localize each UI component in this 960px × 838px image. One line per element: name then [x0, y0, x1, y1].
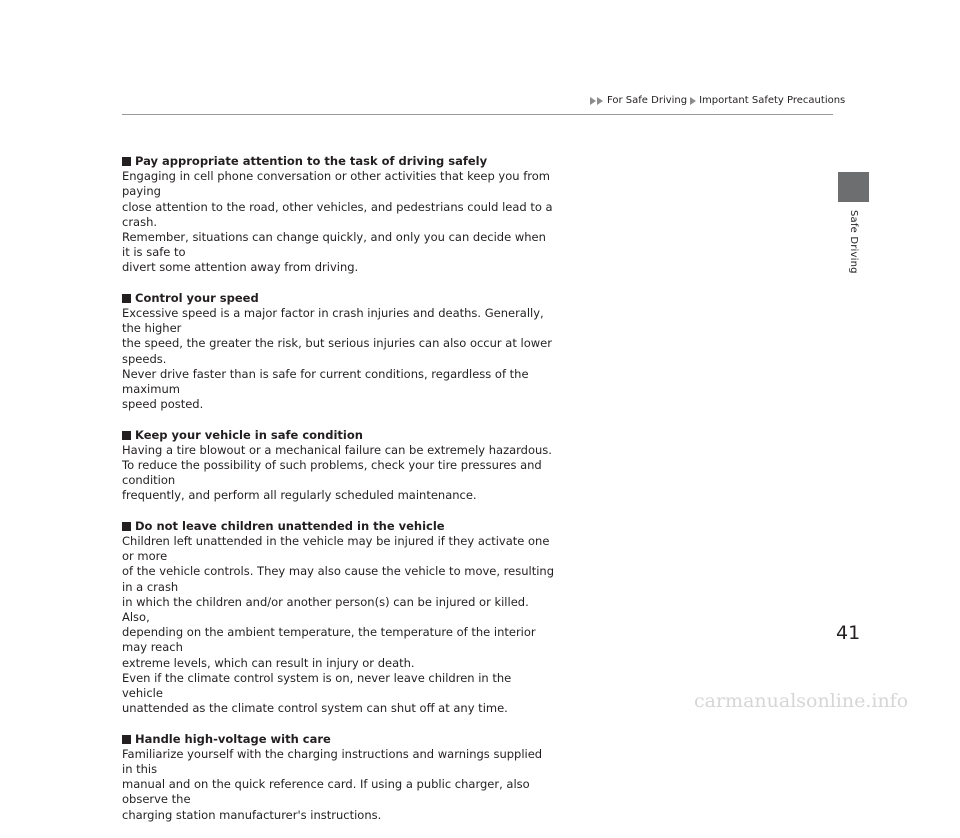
body-line: Having a tire blowout or a mechanical failure can be extremely hazardous. — [122, 442, 552, 457]
section-body — [122, 747, 554, 823]
section-heading-text: Handle high-voltage with care — [135, 731, 331, 746]
page-number: 41 — [836, 622, 861, 644]
section-body — [122, 306, 554, 412]
section-high-voltage — [122, 732, 554, 823]
section-heading-text: Control your speed — [135, 290, 259, 305]
watermark: carmanualsonline.info — [694, 690, 909, 712]
bullet-square-icon — [122, 157, 131, 166]
section-body — [122, 169, 554, 275]
section-heading — [122, 519, 554, 534]
section-heading — [122, 732, 554, 747]
breadcrumb-item-for-safe-driving[interactable]: For Safe Driving — [607, 95, 688, 106]
bullet-square-icon — [122, 431, 131, 440]
main-content — [122, 154, 554, 838]
body-line: Engaging in cell phone conversation or other activities that keep you from paying — [122, 169, 550, 199]
section-attention — [122, 154, 554, 276]
section-body — [122, 534, 554, 716]
body-line: unattended as the climate control system can shut off at any time. — [122, 701, 508, 716]
body-line: Remember, situations can change quickly, and only you can decide when it is safe to — [122, 230, 546, 260]
section-heading-text: Pay appropriate attention to the task of driving safely — [135, 154, 488, 168]
body-line: Excessive speed is a major factor in crash injuries and deaths. Generally, the higher — [122, 306, 544, 336]
breadcrumb-separator-icon — [690, 97, 696, 105]
bullet-square-icon — [122, 294, 131, 303]
chapter-tab-label[interactable]: Safe Driving — [848, 210, 859, 274]
section-heading-text: Keep your vehicle in safe condition — [135, 427, 363, 442]
body-line: Never drive faster than is safe for current conditions, regardless of the maximum — [122, 366, 529, 397]
body-line: depending on the ambient temperature, the temperature of the interior may reach — [122, 625, 536, 655]
body-line: Children left unattended in the vehicle may be injured if they activate one or more — [122, 534, 550, 564]
body-line: Familiarize yourself with the charging instructions and warnings supplied in this — [122, 746, 543, 777]
body-line: close attention to the road, other vehicles, and pedestrians could lead to a crash. — [122, 199, 553, 229]
chapter-tab[interactable] — [838, 172, 869, 202]
body-line: To reduce the possibility of such problems, check your tire pressures and condition — [122, 458, 542, 488]
body-line: frequently, and perform all regularly scheduled maintenance. — [122, 488, 477, 503]
body-line: extreme levels, which can result in injury or death. — [122, 655, 415, 670]
breadcrumb — [590, 95, 845, 107]
bullet-square-icon — [122, 522, 131, 531]
body-line: charging station manufacturer's instructions. — [122, 807, 382, 822]
section-body — [122, 443, 554, 504]
section-heading — [122, 428, 554, 443]
bullet-square-icon — [122, 735, 131, 744]
section-speed — [122, 291, 554, 413]
body-line: Even if the climate control system is on, never leave children in the vehicle — [122, 670, 512, 701]
body-line: divert some attention away from driving. — [122, 260, 359, 275]
section-children — [122, 519, 554, 717]
section-heading — [122, 154, 554, 169]
header-divider — [122, 114, 833, 115]
body-line: in which the children and/or another person(s) can be injured or killed. Also, — [122, 594, 529, 625]
body-line: of the vehicle controls. They may also cause the vehicle to move, resulting in a crash — [122, 564, 555, 594]
breadcrumb-arrow-icon — [590, 97, 604, 105]
body-line: speed posted. — [122, 397, 204, 412]
body-line: the speed, the greater the risk, but serious injuries can also occur at lower speeds. — [122, 336, 552, 366]
section-heading-text: Do not leave children unattended in the vehicle — [135, 518, 445, 533]
breadcrumb-item-important-safety-precautions[interactable]: Important Safety Precautions — [699, 95, 846, 106]
body-line: manual and on the quick reference card. If using a public charger, also observe the — [122, 777, 530, 807]
section-heading — [122, 291, 554, 306]
section-vehicle-condition — [122, 428, 554, 504]
